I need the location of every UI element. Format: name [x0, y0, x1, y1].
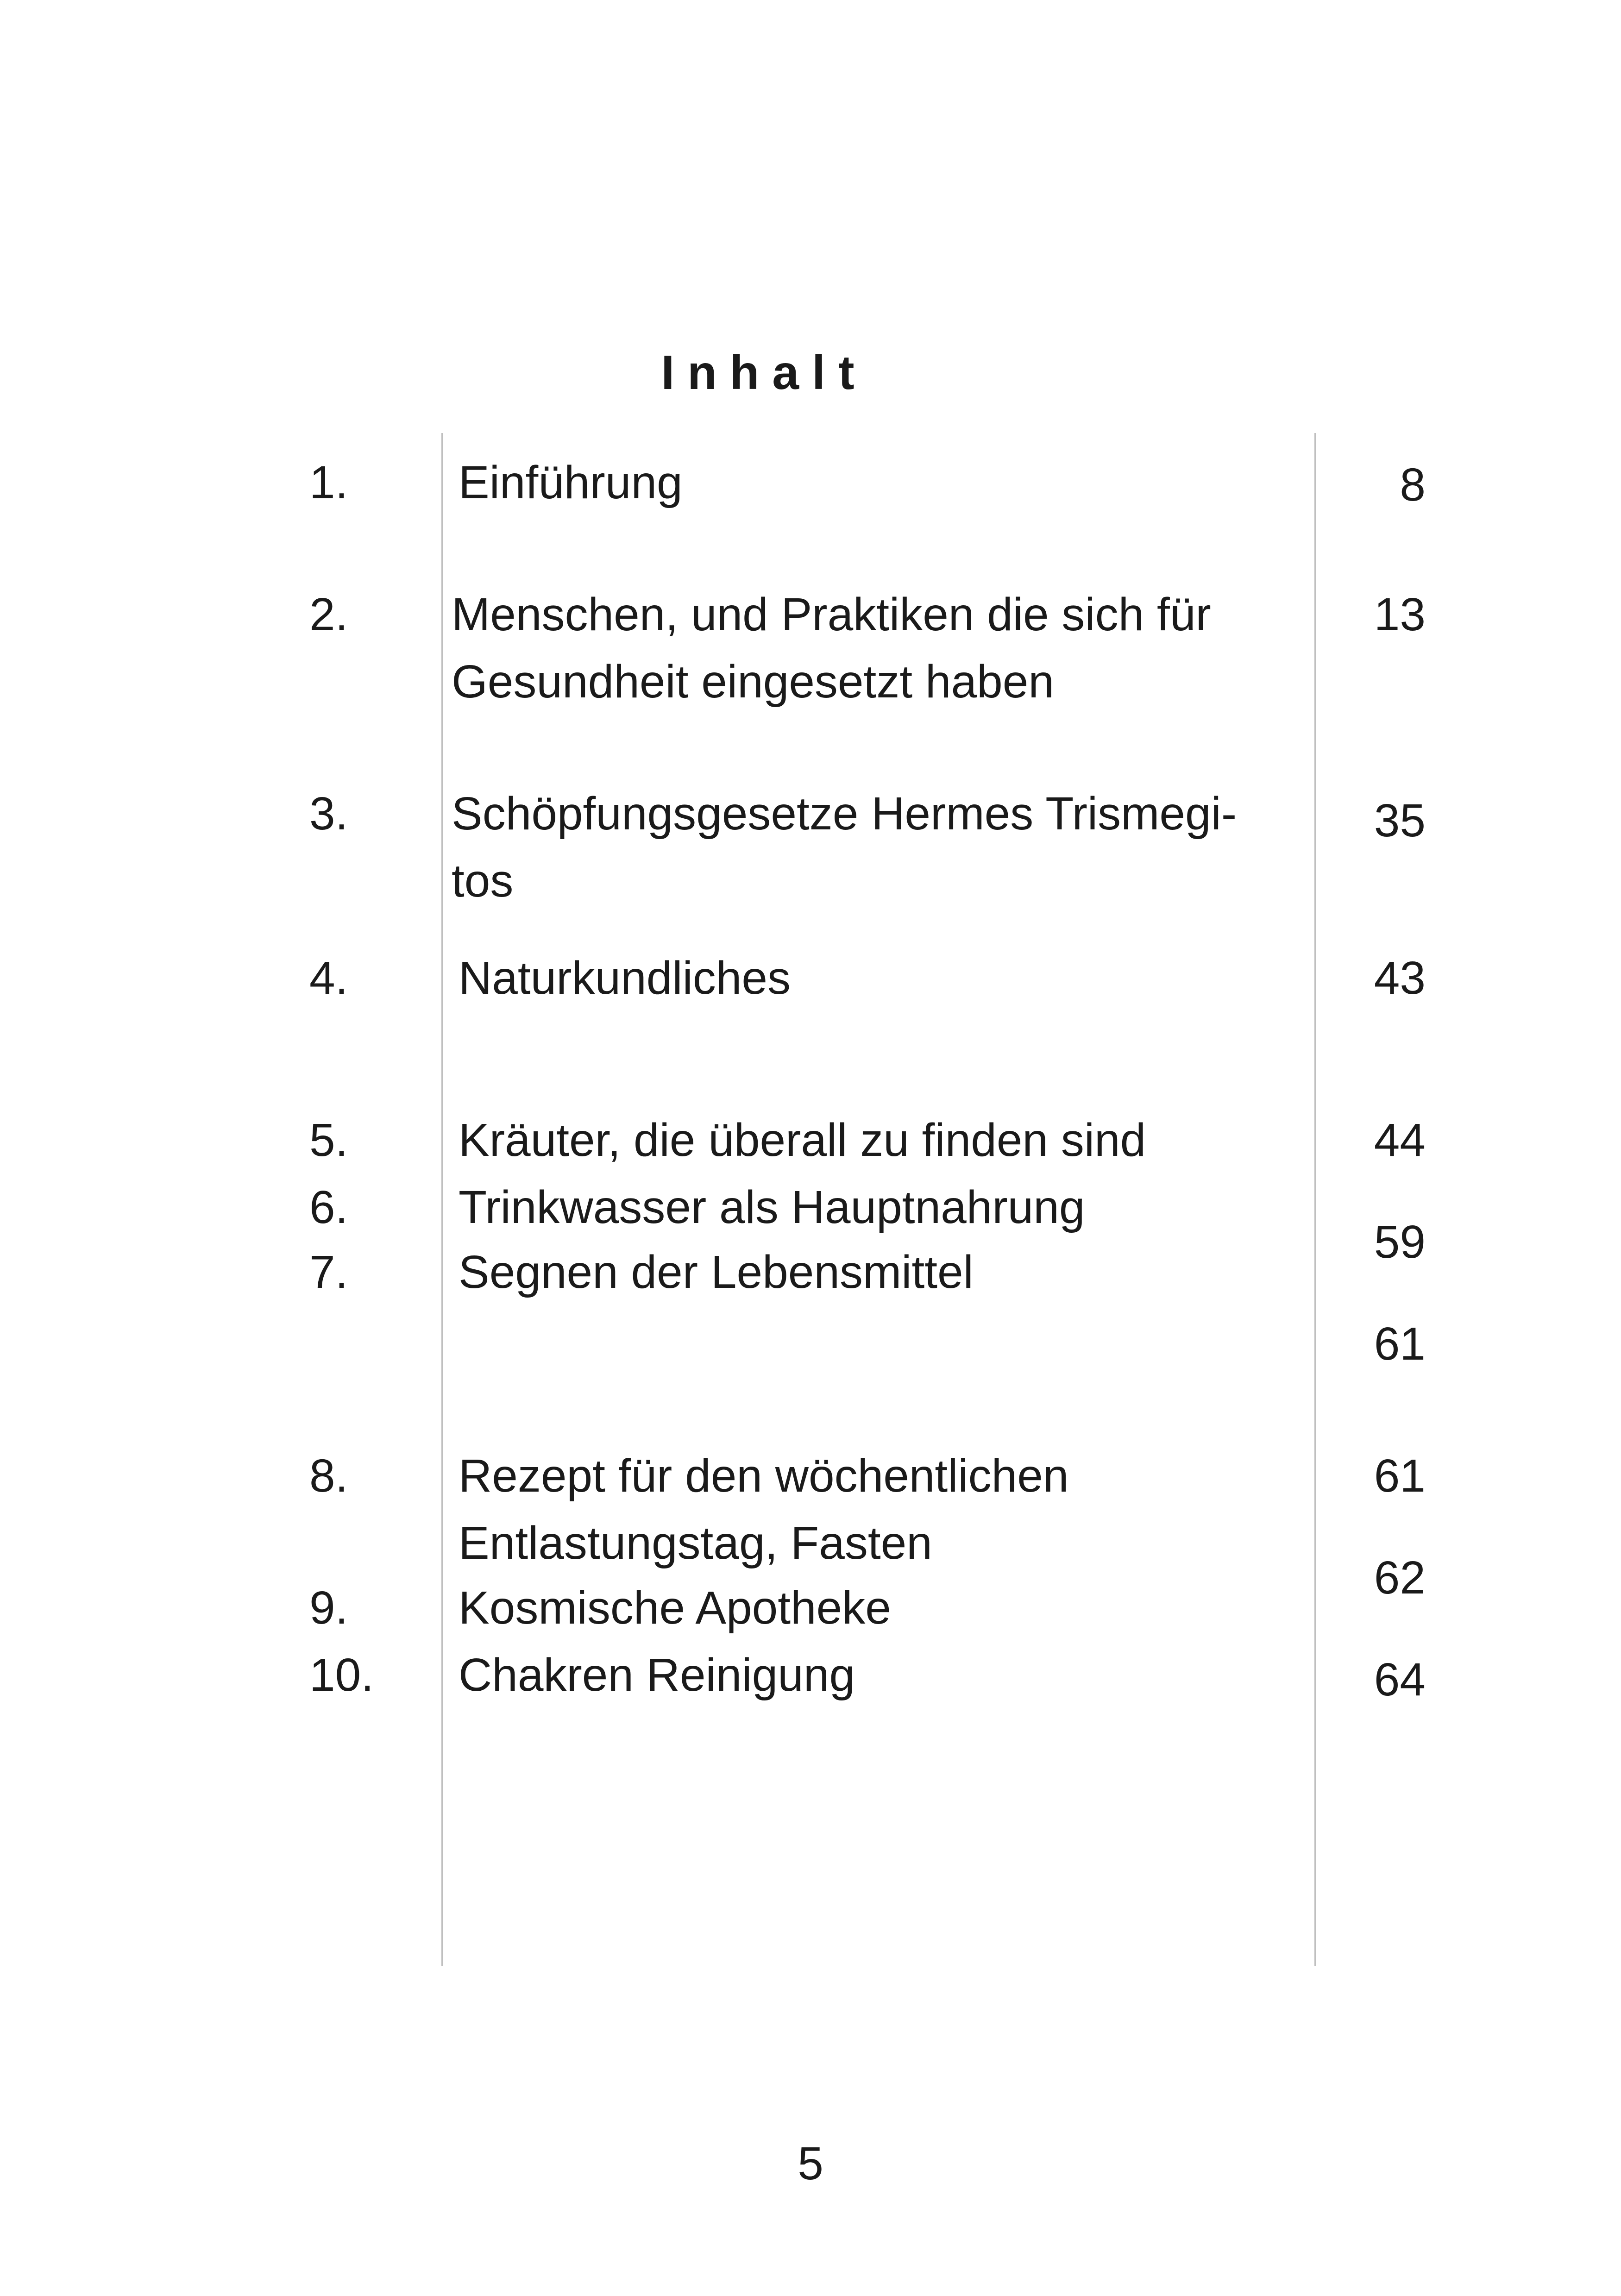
toc-page-number: 62 [1374, 1552, 1426, 1604]
chapter-number: 8. [309, 1450, 348, 1502]
chapter-title: Kosmische Apotheke [459, 1582, 891, 1634]
chapter-number: 3. [309, 788, 348, 840]
chapter-title: Kräuter, die überall zu finden sind [459, 1114, 1146, 1166]
toc-page-number: 61 [1374, 1450, 1426, 1502]
chapter-number: 1. [309, 457, 348, 508]
chapter-title: Chakren Reinigung [459, 1649, 855, 1701]
toc-page-number: 43 [1374, 952, 1426, 1004]
toc-title: Inhalt [661, 346, 867, 400]
chapter-number: 10. [309, 1649, 374, 1701]
chapter-title: Einführung [459, 457, 683, 508]
toc-page-number: 13 [1374, 589, 1426, 640]
chapter-title: Segnen der Lebensmittel [459, 1246, 974, 1298]
left-divider-line [441, 433, 443, 1966]
toc-page-number: 59 [1374, 1216, 1426, 1268]
right-divider-line [1314, 433, 1316, 1966]
chapter-title: Gesundheit eingesetzt haben [452, 656, 1054, 708]
toc-page-number: 35 [1374, 795, 1426, 847]
chapter-title: Schöpfungsgesetze Hermes Trismegi- [452, 788, 1237, 840]
chapter-title: Menschen, und Praktiken die sich für [452, 589, 1211, 640]
chapter-title: Entlastungstag, Fasten [459, 1517, 932, 1569]
chapter-title: tos [452, 855, 514, 907]
footer-page-number: 5 [798, 2138, 823, 2189]
chapter-title: Naturkundliches [459, 952, 791, 1004]
chapter-number: 9. [309, 1582, 348, 1634]
chapter-title: Rezept für den wöchentlichen [459, 1450, 1069, 1502]
toc-page-number: 64 [1374, 1654, 1426, 1706]
toc-page-number: 61 [1374, 1318, 1426, 1370]
chapter-number: 6. [309, 1181, 348, 1233]
chapter-number: 5. [309, 1114, 348, 1166]
chapter-number: 2. [309, 589, 348, 640]
chapter-title: Trinkwasser als Hauptnahrung [459, 1181, 1085, 1233]
toc-page-number: 44 [1374, 1114, 1426, 1166]
toc-page-number: 8 [1400, 459, 1426, 511]
chapter-number: 4. [309, 952, 348, 1004]
chapter-number: 7. [309, 1246, 348, 1298]
